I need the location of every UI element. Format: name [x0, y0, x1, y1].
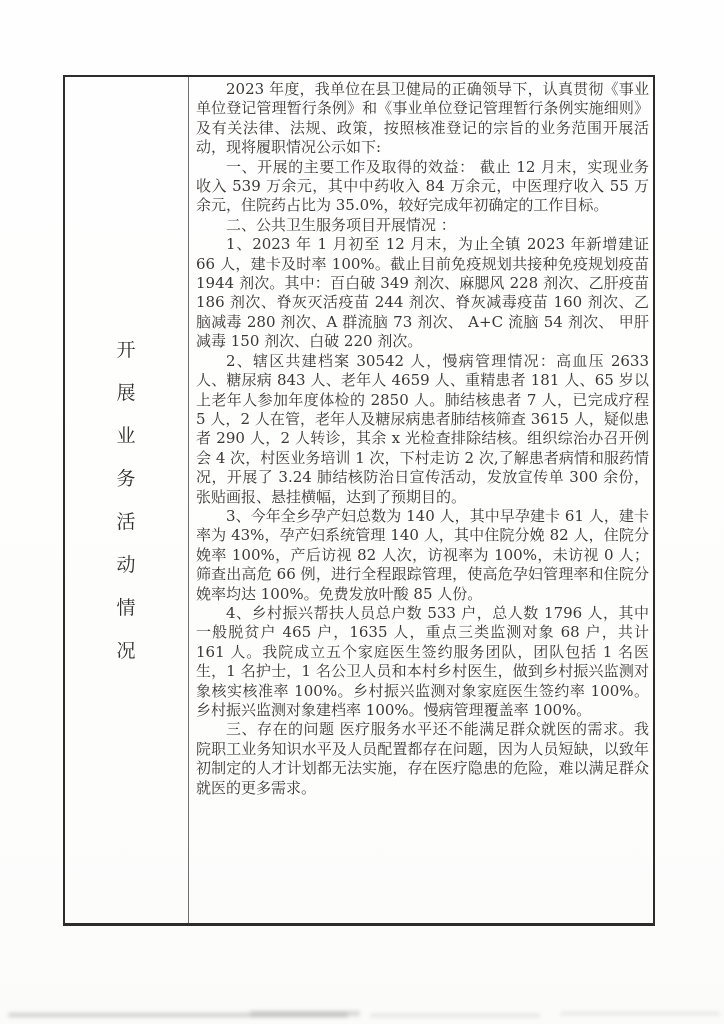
report-paragraph-section2-heading: 二、公共卫生服务项目开展情况 ：	[226, 215, 456, 234]
scan-edge-shadow	[250, 1011, 360, 1016]
row-header-char: 务	[116, 467, 137, 490]
report-paragraph-immunization: 1、2023 年 1 月初至 12 月末，为止全镇 2023 年新增建证 66 人，建卡及时率 100%。截止目前免疫规划共接种免疫规划疫苗 1944 剂次。其中：百白破 349 剂次、麻腮风 228 剂次、乙肝疫苗 186 剂次、脊灰灭活疫苗 244 剂次、脊灰减毒疫苗 160 剂次、乙脑减毒 280 剂次、A 群流脑 73 剂次、 A+C 流脑 54 剂次、 甲肝减毒 150 剂次、白破 220 剂次。	[196, 235, 649, 351]
scan-edge-shadow	[560, 1012, 720, 1015]
row-header-char: 活	[116, 510, 137, 533]
row-header-char: 展	[116, 381, 137, 404]
report-table	[63, 75, 655, 926]
report-paragraph-problems: 三、存在的问题 医疗服务水平还不能满足群众就医的需求。我院职工业务知识水平及人员配置都存在问题，因为人员短缺，以致年初制定的人才计划都无法实施，存在医疗隐患的危险，难以满足群众就医的更多需求。	[196, 720, 649, 797]
row-header-char: 开	[116, 338, 137, 361]
report-paragraph-intro: 2023 年度，我单位在县卫健局的正确领导下，认真贯彻《事业单位登记管理暂行条例》和《事业单位登记管理暂行条例实施细则》及有关法律、法规、政策，按照核准登记的宗旨的业务范围开展活动，现将履职情况公示如下:	[196, 80, 649, 157]
row-header-char: 况	[116, 639, 137, 662]
report-body	[189, 77, 653, 923]
report-paragraph-section1: 一、开展的主要工作及取得的效益： 截止 12 月末，实现业务收入 539 万余元，其中中药收入 84 万余元，中医理疗收入 55 万余元，住院药占比为 35.0%，较好完成年初确定的工作目标。	[196, 157, 649, 215]
report-paragraph-rural-revitalization: 4、乡村振兴帮扶人员总户数 533 户，总人数 1796 人，其中一般脱贫户 465 户，1635 人，重点三类监测对象 68 户，共计 161 人。我院成立五个家庭医生签约服务团队，团队包括 1 名医生，1 名护士，1 名公卫人员和本村乡村医生，做到乡村振兴监测对象核实核准率 100%。乡村振兴监测对象家庭医生签约率 100%。乡村振兴监测对象建档率 100%。慢病管理覆盖率 100%。	[196, 603, 649, 719]
report-paragraph-chronic-disease: 2、辖区共建档案 30542 人，慢病管理情况：高血压 2633 人、糖尿病 843 人、老年人 4659 人、重精患者 181 人、65 岁以上老年人参加年度体检的 2850 人。肺结核患者 7 人，已完成疗程 5 人，2 人在管，老年人及糖尿病患者肺结核筛查 3615 人，疑似患者 290 人，2 人转诊，其余 x 光检查排除结核。组织综治办召开例会 4 次，村医业务培训 1 次，下村走访 2 次,了解患者病情和服药情况，开展了 3.24 肺结核防治日宣传活动，发放宣传单 300 余份，张贴画报、悬挂横幅，达到了预期目的。	[196, 351, 649, 506]
scan-edge-shadow	[370, 1014, 540, 1017]
row-header-business-activities	[65, 77, 189, 923]
row-header-char: 业	[116, 424, 137, 447]
report-paragraph-maternal-care: 3、今年全乡孕产妇总数为 140 人，其中早孕建卡 61 人，建卡率为 43%，孕产妇系统管理 140 人，其中住院分娩 82 人，住院分娩率 100%，产后访视 82 人次，访视率为 100%，未访视 0 人；筛查出高危 66 例，进行全程跟踪管理，使高危孕妇管理率和住院分娩率均达 100%。免费发放叶酸 85 人份。	[196, 506, 649, 603]
row-header-char: 动	[116, 553, 137, 576]
row-header-char: 情	[116, 596, 137, 619]
